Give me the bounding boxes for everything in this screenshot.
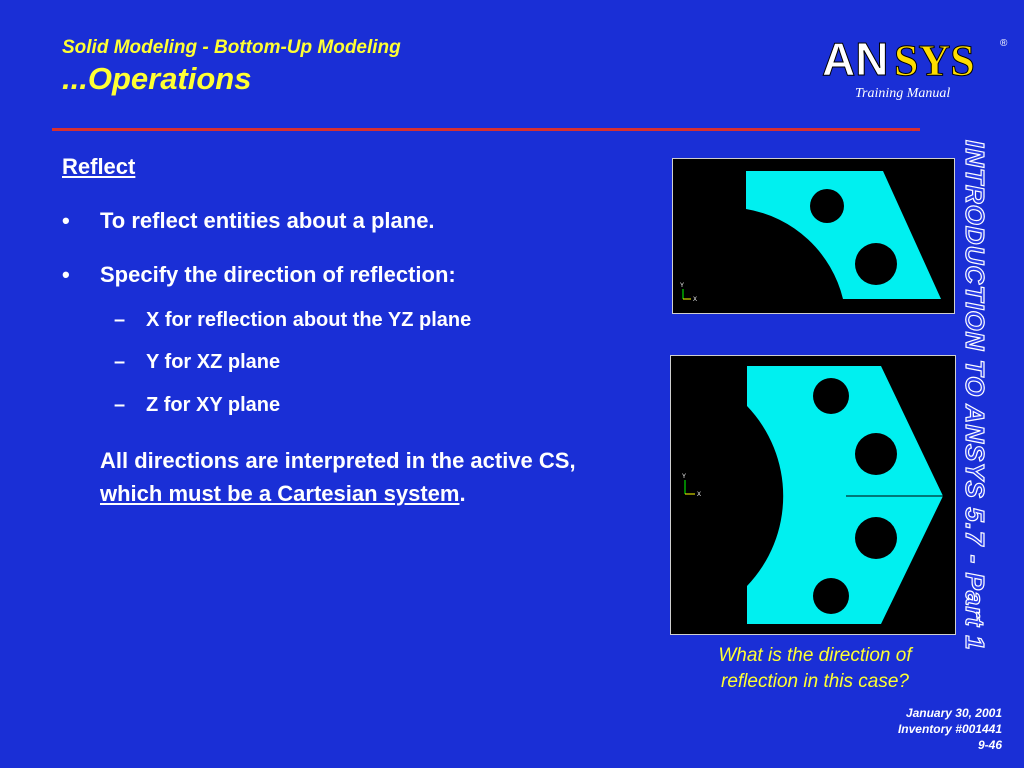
sub-bullet-text: X for reflection about the YZ plane	[146, 309, 472, 331]
hole-2	[855, 243, 897, 285]
bullet-text: Specify the direction of reflection:	[100, 262, 456, 287]
axis-x-label: X	[693, 297, 698, 303]
slide-title	[62, 36, 401, 98]
note-underlined-text: which must be a Cartesian system	[100, 481, 460, 506]
axis-triad-icon	[682, 474, 701, 498]
reflect-figure-original	[672, 158, 955, 314]
footer-page-number: 9-46	[977, 738, 1002, 752]
footer-inventory: Inventory #001441	[897, 722, 1002, 736]
sub-bullet-dash: –	[114, 351, 126, 373]
vertical-course-text: INTRODUCTION TO ANSYS 5.7 - Part 1	[960, 140, 990, 651]
hole-1	[813, 378, 849, 414]
logo-text-sys: SYS	[894, 36, 975, 85]
section-heading: Reflect	[62, 154, 136, 179]
sub-bullet-dash: –	[114, 309, 126, 331]
hole-2	[855, 433, 897, 475]
training-manual-label: Training Manual	[855, 86, 951, 101]
vertical-course-label	[960, 140, 1020, 700]
hole-4	[813, 578, 849, 614]
note-end: .	[459, 481, 466, 506]
logo-registered: ®	[1000, 38, 1008, 49]
sub-bullet-text: Z for XY plane	[146, 394, 281, 416]
slide-footer	[898, 705, 1002, 753]
logo-text-an: AN	[822, 33, 889, 85]
hole-1	[810, 189, 844, 223]
axis-y-label: Y	[682, 474, 687, 480]
header-divider	[52, 128, 920, 131]
hole-3	[855, 517, 897, 559]
footer-date: January 30, 2001	[905, 706, 1002, 720]
figure-caption: What is the direction of reflection in this case?	[718, 645, 912, 692]
bullet-dot: •	[62, 262, 70, 287]
note-text: All directions are interpreted in the active CS,	[100, 448, 576, 473]
axis-y-label: Y	[680, 283, 685, 289]
bullet-dot: •	[62, 208, 70, 233]
original-shape	[746, 171, 941, 299]
note-paragraph	[100, 444, 600, 510]
title-line-1: Solid Modeling - Bottom-Up Modeling	[62, 37, 401, 58]
reflect-figure-result	[670, 355, 956, 635]
title-line-2: ...Operations	[62, 61, 252, 96]
axis-triad-icon	[680, 283, 697, 303]
sub-bullet-text: Y for XZ plane	[146, 351, 281, 373]
ansys-logo	[822, 30, 1012, 90]
sub-bullet-dash: –	[114, 394, 126, 416]
axis-x-label: X	[697, 492, 702, 498]
bullet-text: To reflect entities about a plane.	[100, 208, 435, 233]
